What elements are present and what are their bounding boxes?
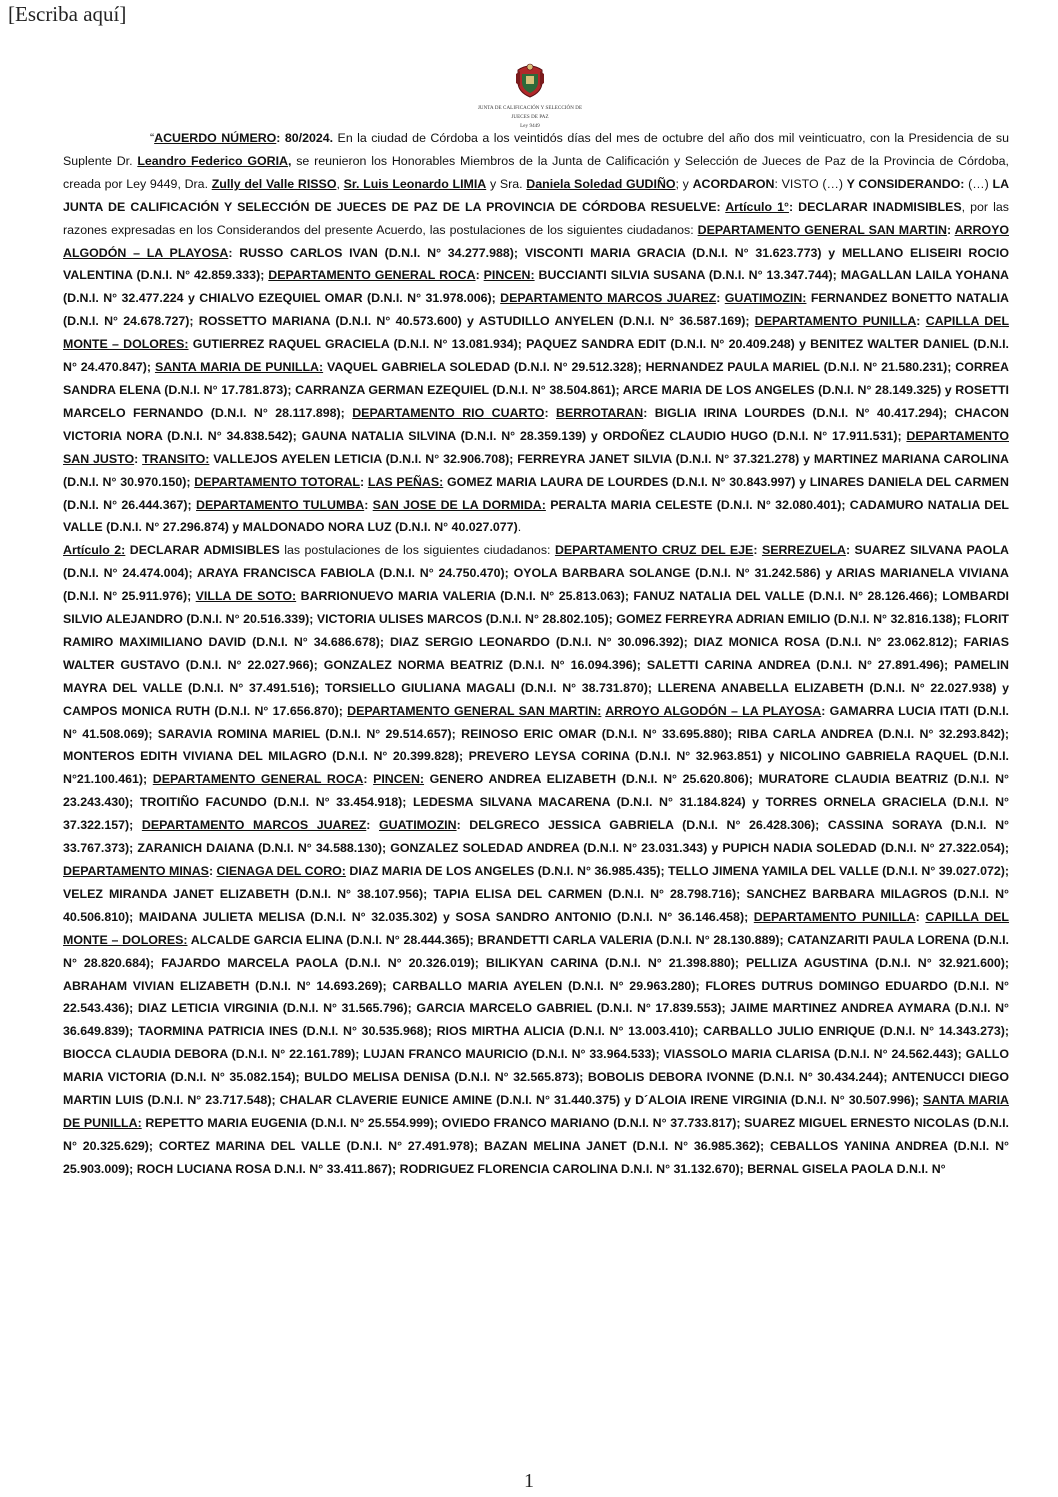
text-run: , por las razones expresadas en los Considerandos del presente Acuerdo, las postulaciones de los siguientes ciudadanos: <box>63 199 1009 237</box>
seal-line-3: Ley 9449 <box>520 124 540 129</box>
text-run: y Sra. <box>486 176 527 191</box>
text-run: las postulaciones de los siguientes ciudadanos: <box>279 543 555 558</box>
text-run: : <box>946 222 955 237</box>
text-run: Zully del Valle RISSO <box>211 176 337 191</box>
text-run: , <box>336 176 344 191</box>
seal-line-1: JUNTA DE CALIFICACIÓN Y SELECCIÓN DE <box>477 106 583 111</box>
text-run: : <box>475 268 484 283</box>
text-run: LA JUNTA DE CALIFICACIÓN Y SELECCIÓN DE JUECES DE PAZ DE LA PROVINCIA DE CÓRDOBA RESUELVE: <box>63 176 1010 214</box>
text-run: ALCALDE GARCIA ELINA (D.N.I. N° 28.444.365); BRANDETTI CARLA VALERIA (D.N.I. N° 28.130.889); CATANZARITI PAULA LORENA (D.N.I. N° 28.820.684); FAJARDO MARCELA PAOLA (D.N.I. N° 20.326.019); BILIKYAN CARINA (D.N.I. N° 21.398.880); PELLIZA AGUSTINA (D.N.I. N° 32.921.600); ABRAHAM VIVIAN ELIZABETH (D.N.I. N° 14.693.269); CARBALLO MARIA AYELEN (D.N.I. N° 29.963.280); FLORES DUTRUS DOMINGO EDUARDO (D.N.I. N° 22.543.436); DIAZ LETICIA VIRGINIA (D.N.I. N° 31.565.796); GARCIA MARCELO GABRIEL (D.N.I. N° 17.839.553); JAIME MARTINEZ ANDREA AYMARA (D.N.I. N° 36.649.839); TAORMINA PATRICIA INES (D.N.I. N° 30.535.968); RIOS MIRTHA ALICIA (D.N.I. N° 13.003.410); CARBALLO JULIO ENRIQUE (D.N.I. N° 14.343.273); BIOCCA CLAUDIA DEBORA (D.N.I. N° 22.161.789); LUJAN FRANCO MAURICIO (D.N.I. N° 33.964.533); VIASSOLO MARIA CLARISA (D.N.I. N° 24.562.443); GALLO MARIA VICTORIA (D.N.I. N° 35.082.154); BULDO MELISA DENISA (D.N.I. N° 32.565.873); BOBOLIS DEBORA IVONNE (D.N.I. N° 30.434.244); ANTENUCCI DIEGO MARTIN LUIS (D.N.I. N° 23.717.548); CHALAR CLAVERIE EUNICE AMINE (D.N.I. N° 31.440.375) y D´ALOIA IRENE VIRGINIA (D.N.I. N° 30.507.996); <box>63 932 1009 1108</box>
document-body <box>63 127 1009 1181</box>
text-run: : GAMARRA LUCIA ITATI (D.N.I. N° 41.508.069); SARAVIA ROMINA MARIEL (D.N.I. N° 29.514.657); REINOSO ERIC OMAR (D.N.I. N° 33.695.880); RIBA CARLA ANDREA (D.N.I. N° 32.293.842); MONTEROS EDITH VIVIANA DEL MILAGRO (D.N.I. N° 20.399.828); PREVERO LEYSA CORINA (D.N.I. N° 32.963.851) y NICOLINO GABRIELA RAQUEL (D.N.I. N°21.100.461); <box>63 703 1009 787</box>
text-run: Daniela Soledad GUDIÑO <box>526 176 676 191</box>
text-run: : DECLARAR INADMISIBLES <box>788 199 962 214</box>
text-run: ACORDARON <box>692 176 775 191</box>
text-run: LAS PEÑAS: <box>367 474 444 489</box>
text-run: PERALTA MARIA CELESTE (D.N.I. N° 32.080.401); CADAMURO NATALIA DEL VALLE (D.N.I. N° 27.296.874) y MALDONADO NORA LUZ (D.N.I. N° 40.027.077) <box>63 497 1009 535</box>
paragraph <box>63 539 1009 1180</box>
text-run: Y CONSIDERANDO: <box>846 176 965 191</box>
text-run: DEPARTAMENTO TOTORAL <box>194 474 360 489</box>
text-run: : <box>915 909 926 924</box>
text-run: DEPARTAMENTO RIO CUARTO <box>352 405 545 420</box>
text-run: : <box>360 474 368 489</box>
text-run: En la ciudad de Córdoba a los veintidós días del mes de octubre del año dos mil veinticuatro, con la Presidencia de su Suplente Dr. <box>63 131 1009 168</box>
text-run: : VISTO (…) <box>774 176 847 191</box>
paragraph <box>63 127 1009 539</box>
text-run: : <box>208 864 217 878</box>
text-run: DEPARTAMENTO MINAS <box>63 864 209 878</box>
text-run: : <box>753 543 762 558</box>
text-run: CAPILLA DEL MONTE – DOLORES: <box>63 314 1010 352</box>
text-run: : <box>544 405 556 420</box>
text-run: VAQUEL GABRIELA SOLEDAD (D.N.I. N° 29.512.328); HERNANDEZ PAULA MARIEL (D.N.I. N° 21.580.231); CORREA SANDRA ELENA (D.N.I. N° 17.781.873); CARRANZA GERMAN EZEQUIEL (D.N.I. N° 38.504.861); ARCE MARIA DE LOS ANGELES (D.N.I. N° 28.149.325) y ROSETTI MARCELO FERNANDO (D.N.I. N° 28.117.898); <box>63 360 1009 420</box>
text-run: DEPARTAMENTO MARCOS JUAREZ <box>500 291 717 306</box>
text-run: . <box>517 520 522 535</box>
text-run: DEPARTAMENTO SAN JUSTO <box>63 428 1009 466</box>
text-run: TRANSITO: <box>142 451 210 466</box>
junta-seal <box>455 60 605 130</box>
text-run: : <box>716 291 725 306</box>
text-run: CAPILLA DEL MONTE – DOLORES: <box>63 909 1010 947</box>
text-run: REPETTO MARIA EUGENIA (D.N.I. N° 25.554.999); OVIEDO FRANCO MARIANO (D.N.I. N° 37.733.817); SUAREZ MIGUEL ERNESTO NICOLAS (D.N.I. N° 20.325.629); CORTEZ MARINA DEL VALLE (D.N.I. N° 27.491.978); BAZAN MELINA JANET (D.N.I. N° 36.985.362); CEBALLOS YANINA ANDREA (D.N.I. N° 25.903.009); ROCH LUCIANA ROSA D.N.I. N° 33.411.867); RODRIGUEZ FLORENCIA CAROLINA D.N.I. N° 31.132.670); BERNAL GISELA PAOLA D.N.I. N° <box>63 1115 1009 1176</box>
text-run: “ <box>150 131 155 145</box>
text-run: ARROYO ALGODÓN – LA PLAYOSA <box>605 703 822 718</box>
text-run: Artículo 1° <box>725 199 789 214</box>
text-run: se reunieron los Honorables Miembros de la Junta de Calificación y Selección de Jueces de Paz de la Provincia de Córdoba, creada por Ley 9449, Dra. <box>63 153 1009 191</box>
text-run: BERROTARAN <box>556 405 644 420</box>
text-run: BARRIONUEVO MARIA VALERIA (D.N.I. N° 25.813.063); FANUZ NATALIA DEL VALLE (D.N.I. N° 28.126.466); LOMBARDI SILVIO ALEJANDRO (D.N.I. N° 20.516.339); VICTORIA ULISES MARCOS (D.N.I. N° 28.802.105); GOMEZ FERREYRA ADRIAN EMILIO (D.N.I. N° 32.816.138); FLORIT RAMIRO MAXIMILIANO DAVID (D.N.I. N° 34.686.678); DIAZ SERGIO LEONARDO (D.N.I. N° 30.096.392); DIAZ MONICA ROSA (D.N.I. N° 23.062.812); FARIAS WALTER GUSTAVO (D.N.I. N° 22.027.966); GONZALEZ NORMA BEATRIZ (D.N.I. N° 16.094.396); SALETTI CARINA ANDREA (D.N.I. N° 27.891.496); PAMELIN MAYRA DEL VALLE (D.N.I. N° 37.491.516); TORSIELLO GIULIANA MAGALI (D.N.I. N° 38.731.870); LLERENA ANABELLA ELIZABETH (D.N.I. N° 22.027.938) y CAMPOS MONICA RUTH (D.N.I. N° 17.656.870); <box>63 589 1009 718</box>
header-placeholder-text: [Escriba aquí] <box>8 2 127 26</box>
text-run: DEPARTAMENTO MARCOS JUAREZ <box>141 818 367 833</box>
text-run: DEPARTAMENTO GENERAL ROCA <box>268 268 476 283</box>
text-run: SERREZUELA <box>761 543 846 558</box>
seal-line-2: JUECES DE PAZ <box>511 115 549 120</box>
text-run: SAN JOSE DE LA DORMIDA: <box>372 497 546 512</box>
text-run: DEPARTAMENTO PUNILLA <box>754 314 917 329</box>
text-run: : DELGRECO JESSICA GABRIELA (D.N.I. N° 26.428.306); CASSINA SORAYA (D.N.I. N° 33.767.373); ZARANICH DAIANA (D.N.I. N° 34.588.130); GONZALEZ SOLEDAD ANDREA (D.N.I. N° 23.031.343) y PUPICH NADIA SOLEDAD (D.N.I. N° 27.322.054); <box>63 818 1009 856</box>
text-run: Sr. Luis Leonardo LIMIA <box>343 176 487 191</box>
text-run: GUATIMOZIN <box>379 818 457 833</box>
text-run: ; y <box>675 176 693 191</box>
text-run: : <box>363 772 374 787</box>
text-run: ACUERDO NÚMERO <box>154 131 277 145</box>
text-run: GUATIMOZIN: <box>724 291 807 306</box>
text-run: (…) <box>964 176 993 191</box>
text-run: PINCEN: <box>373 772 425 787</box>
text-run: Artículo 2: <box>63 543 126 558</box>
text-run: VALLEJOS AYELEN LETICIA (D.N.I. N° 32.906.708); FERREYRA JANET SILVIA (D.N.I. N° 37.321.278) y MARTINEZ MARIANA CAROLINA (D.N.I. N° 30.970.150); <box>63 451 1009 489</box>
text-run: GUTIERREZ RAQUEL GRACIELA (D.N.I. N° 13.081.934); PAQUEZ SANDRA EDIT (D.N.I. N° 20.409.248) y BENITEZ WALTER DANIEL (D.N.I. N° 24.470.847); <box>63 337 1009 375</box>
text-run: : <box>134 451 143 466</box>
text-run: DEPARTAMENTO GENERAL SAN MARTIN: <box>347 703 602 718</box>
text-run: DEPARTAMENTO GENERAL ROCA <box>152 772 364 787</box>
text-run: DIAZ MARIA DE LOS ANGELES (D.N.I. N° 36.985.435); TELLO JIMENA YAMILA DEL VALLE (D.N.I. N° 39.027.072); VELEZ MIRANDA JANET ELIZABETH (D.N.I. N° 38.107.956); TAPIA ELISA DEL CARMEN (D.N.I. N° 28.798.716); SANCHEZ BARBARA MILAGROS (D.N.I. N° 40.506.810); MAIDANA JULIETA MELISA (D.N.I. N° 32.035.302) y SOSA SANDRO ANTONIO (D.N.I. N° 36.146.458); <box>63 864 1010 924</box>
text-run: : SUAREZ SILVANA PAOLA (D.N.I. N° 24.474.004); ARAYA FRANCISCA FABIOLA (D.N.I. N° 24.750.470); OYOLA BARBARA SOLANGE (D.N.I. N° 31.242.586) y ARIAS MARIANELA VIVIANA (D.N.I. N° 25.911.976); <box>63 543 1009 604</box>
text-run: SANTA MARIA DE PUNILLA: <box>63 1093 1009 1130</box>
text-run: DEPARTAMENTO CRUZ DEL EJE <box>554 543 754 558</box>
text-run: : <box>364 497 373 512</box>
text-run: : 80/2024. <box>276 131 334 145</box>
text-run: DEPARTAMENTO TULUMBA <box>196 497 365 512</box>
text-run: CIENAGA DEL CORO: <box>216 864 346 878</box>
page-number: 1 <box>524 1470 534 1492</box>
text-run: : <box>366 818 380 833</box>
text-run: : BIGLIA IRINA LOURDES (D.N.I. N° 40.417.294); CHACON VICTORIA NORA (D.N.I. N° 34.838.542); GAUNA NATALIA SILVINA (D.N.I. N° 28.359.139) y ORDOÑEZ CLAUDIO HUGO (D.N.I. N° 17.911.531); <box>63 405 1009 443</box>
text-run: DEPARTAMENTO PUNILLA <box>753 909 916 924</box>
text-run: : <box>916 314 926 329</box>
coat-of-arms-icon <box>512 60 548 98</box>
text-run: BUCCIANTI SILVIA SUSANA (D.N.I. N° 13.347.744); MAGALLAN LAILA YOHANA (D.N.I. N° 32.477.224 y CHIALVO EZEQUIEL OMAR (D.N.I. N° 31.978.006); <box>63 268 1009 306</box>
text-run: DECLARAR ADMISIBLES <box>125 543 280 558</box>
text-run: ARROYO ALGODÓN – LA PLAYOSA <box>63 222 1009 260</box>
text-run: GENERO ANDREA ELIZABETH (D.N.I. N° 25.620.806); MURATORE CLAUDIA BEATRIZ (D.N.I. N° 23.243.430); TROITIÑO FACUNDO (D.N.I. N° 33.454.918); LEDESMA SILVANA MACARENA (D.N.I. N° 31.184.824) y TORRES ORNELA GRACIELA (D.N.I. N° 37.322.157); <box>63 772 1009 833</box>
text-run: SANTA MARIA DE PUNILLA: <box>154 360 324 375</box>
text-run: FERNANDEZ BONETTO NATALIA (D.N.I. N° 24.678.727); ROSSETTO MARIANA (D.N.I. N° 40.573.600) y ASTUDILLO ANYELEN (D.N.I. N° 36.587.169); <box>63 291 1009 329</box>
text-run: GOMEZ MARIA LAURA DE LOURDES (D.N.I. N° 30.843.997) y LINARES DANIELA DEL CARMEN (D.N.I. N° 26.444.367); <box>63 474 1009 512</box>
text-run: : RUSSO CARLOS IVAN (D.N.I. N° 34.277.988); VISCONTI MARIA GRACIA (D.N.I. N° 31.623.773) y MELLANO ELISEIRI ROCIO VALENTINA (D.N.I. N° 42.859.333); <box>63 245 1009 283</box>
text-run: VILLA DE SOTO: <box>195 589 297 604</box>
text-run: DEPARTAMENTO GENERAL SAN MARTIN <box>697 222 947 237</box>
text-run: Leandro Federico GORIA, <box>137 153 292 168</box>
text-run: PINCEN: <box>483 268 535 283</box>
